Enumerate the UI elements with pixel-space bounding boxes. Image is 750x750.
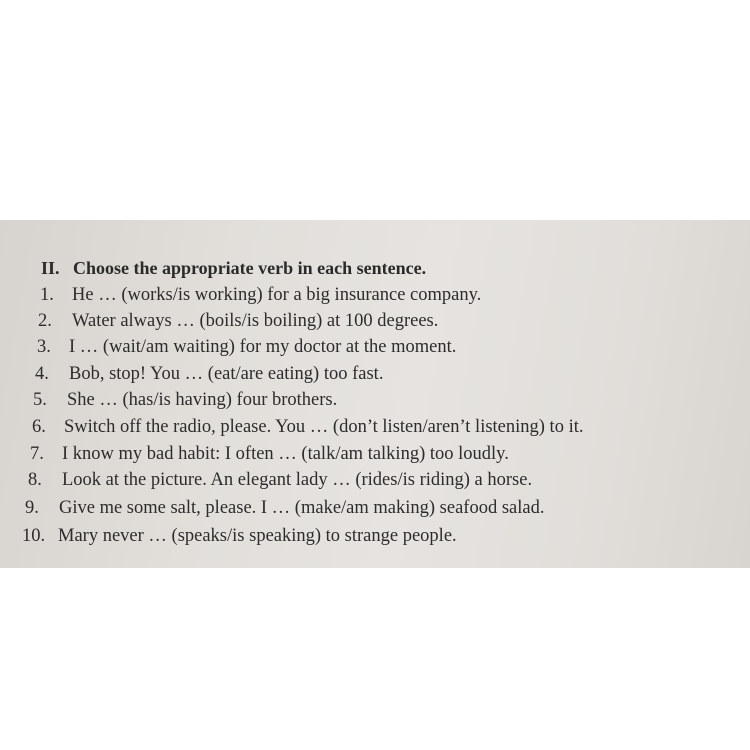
exercise-item-3 (37, 337, 456, 358)
item-number: 3. (37, 337, 51, 357)
item-text: Bob, stop! You … (eat/are eating) too fast. (69, 364, 384, 384)
exercise-item-4 (35, 364, 383, 385)
exercise-item-10 (22, 526, 457, 547)
item-text: I … (wait/am waiting) for my doctor at the moment. (69, 337, 457, 357)
exercise-item-1 (40, 285, 481, 306)
exercise-number: II. (41, 258, 60, 278)
item-text: Switch off the radio, please. You … (don’t listen/aren’t listening) to it. (64, 417, 584, 437)
exercise-heading (41, 258, 426, 279)
exercise-item-2 (38, 311, 438, 332)
exercise-item-9 (25, 498, 544, 519)
item-number: 6. (32, 417, 46, 437)
item-number: 2. (38, 311, 52, 331)
item-text: Water always … (boils/is boiling) at 100 degrees. (72, 311, 439, 331)
exercise-item-5 (33, 390, 337, 411)
item-text: I know my bad habit: I often … (talk/am talking) too loudly. (62, 444, 509, 464)
exercise-instruction: Choose the appropriate verb in each sentence. (73, 258, 427, 278)
exercise-item-8 (28, 470, 532, 491)
item-text: Look at the picture. An elegant lady … (rides/is riding) a horse. (62, 470, 533, 490)
worksheet-paper (0, 220, 750, 568)
item-number: 7. (30, 444, 44, 464)
exercise-item-6 (32, 417, 583, 438)
item-text: He … (works/is working) for a big insurance company. (72, 285, 482, 305)
item-number: 9. (25, 498, 39, 518)
item-number: 4. (35, 364, 49, 384)
item-number: 10. (22, 526, 46, 546)
item-number: 1. (40, 285, 54, 305)
item-text: She … (has/is having) four brothers. (67, 390, 338, 410)
item-number: 8. (28, 470, 42, 490)
item-number: 5. (33, 390, 47, 410)
item-text: Mary never … (speaks/is speaking) to strange people. (58, 526, 457, 546)
item-text: Give me some salt, please. I … (make/am making) seafood salad. (59, 498, 545, 518)
exercise-item-7 (30, 444, 509, 465)
